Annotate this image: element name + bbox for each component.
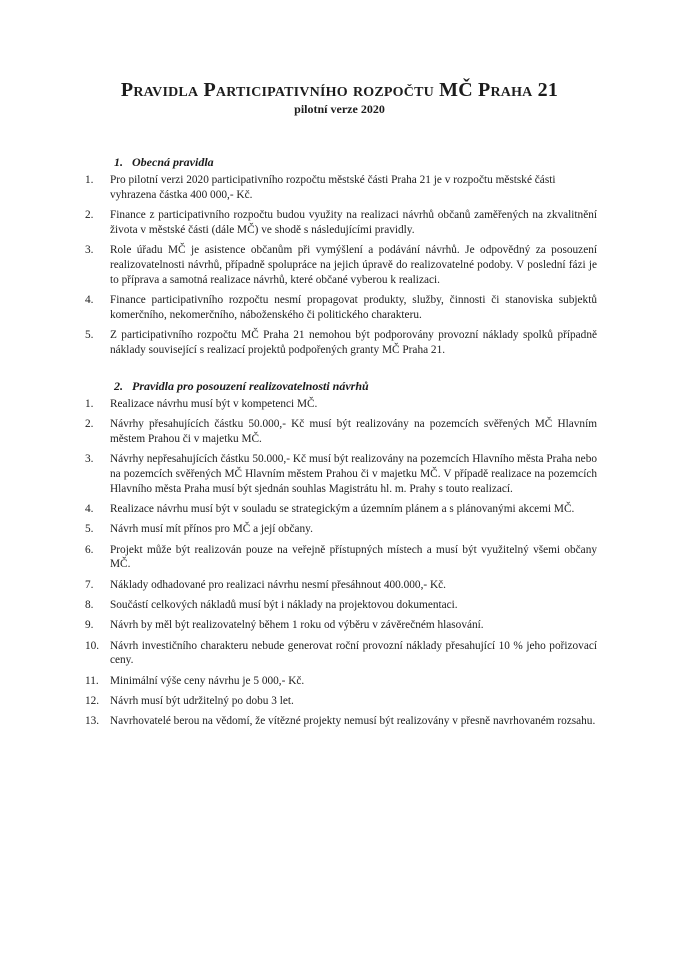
list-item — [85, 598, 597, 613]
list-item — [85, 208, 597, 238]
section-title: Obecná pravidla — [132, 155, 214, 169]
item-text: Navrhovatelé berou na vědomí, že vítězné projekty nemusí být realizovány v přesně navrhovaném rozsahu. — [110, 715, 596, 728]
item-text: Z participativního rozpočtu MČ Praha 21 nemohou být podporovány provozní náklady spolků případně náklady související s realizací projektů podpořených granty MČ Praha 21. — [110, 329, 597, 356]
list-item — [85, 397, 597, 412]
list-item — [85, 522, 597, 537]
item-text: Návrhy nepřesahujících částku 50.000,- Kč musí být realizovány na pozemcích Hlavního města Praha nebo na pozemcích svěřených MČ Hlavním městem Prahou či v majetku MČ. V případě realizace na pozemcích Hlavního města Praha musí být sjednán souhlas Magistrátu hl. m. Prahy s touto realizací. — [110, 453, 597, 495]
item-number: 4. — [85, 503, 94, 516]
item-number: 3. — [85, 244, 94, 257]
section-number: 1. — [114, 155, 123, 169]
list-item — [85, 714, 597, 729]
list-item — [85, 578, 597, 593]
item-text: Finance participativního rozpočtu nesmí propagovat produkty, služby, činnosti či stanoviska subjektů komerčního, nekomerčního, náboženského či politického charakteru. — [110, 294, 597, 321]
list-item — [85, 639, 597, 669]
item-text: Role úřadu MČ je asistence občanům při vymýšlení a podávání návrhů. Je odpovědný za posouzení realizovatelnosti návrhů, případně spolupráce na jejich úpravě do realizovatelné podoby. V poslední fázi je to příprava a samotná realizace návrhů, které občané vyberou k realizaci. — [110, 244, 597, 286]
item-number: 8. — [85, 599, 94, 612]
list-item — [85, 694, 597, 709]
item-number: 3. — [85, 453, 94, 466]
section-feasibility-rules — [85, 379, 597, 729]
document-header — [0, 0, 679, 116]
item-text: Minimální výše ceny návrhu je 5 000,- Kč. — [110, 674, 305, 687]
page-subtitle: pilotní verze 2020 — [294, 102, 385, 116]
list-item — [85, 452, 597, 496]
item-number: 13. — [85, 715, 100, 728]
item-text: Návrhy přesahujících částku 50.000,- Kč musí být realizovány na pozemcích svěřených MČ Hlavním městem Prahou či v majetku MČ. — [110, 418, 597, 445]
section-general-rules — [85, 155, 597, 358]
list-item — [85, 543, 597, 573]
page-title: Pravidla Participativního rozpočtu MČ Praha 21 — [120, 79, 559, 101]
item-number: 10. — [85, 639, 100, 652]
item-number: 7. — [85, 578, 94, 591]
item-number: 11. — [85, 674, 99, 687]
item-number: 5. — [85, 523, 94, 536]
item-number: 2. — [85, 209, 94, 222]
item-text: Realizace návrhu musí být v souladu se strategickým a územním plánem a s plánovanými akcemi MČ. — [110, 503, 575, 516]
item-text: Součástí celkových nákladů musí být i náklady na projektovou dokumentaci. — [110, 599, 458, 612]
item-number: 2. — [85, 418, 94, 431]
item-number: 4. — [85, 294, 94, 307]
item-number: 6. — [85, 543, 94, 556]
item-text: Finance z participativního rozpočtu budou využity na realizaci návrhů občanů zaměřených na zkvalitnění života v městské části (dále MČ) ve shodě s následujícími pravidly. — [110, 209, 597, 236]
item-text: Projekt může být realizován pouze na veřejně přístupných místech a musí být využitelný všemi občany MČ. — [110, 543, 597, 571]
list-item — [85, 173, 597, 203]
section-number: 2. — [114, 378, 123, 393]
list-item — [85, 293, 597, 323]
item-text: Realizace návrhu musí být v kompetenci MČ. — [110, 397, 318, 410]
list-item — [85, 417, 597, 447]
section-heading — [114, 379, 597, 394]
section-title: Pravidla pro posouzení realizovatelnosti návrhů — [132, 378, 369, 393]
list-item — [85, 618, 597, 633]
list-item — [85, 674, 597, 689]
item-text: Náklady odhadované pro realizaci návrhu nesmí přesáhnout 400.000,- Kč. — [110, 578, 446, 591]
item-number: 9. — [85, 619, 94, 632]
item-number: 12. — [85, 695, 100, 708]
item-text: Návrh musí být udržitelný po dobu 3 let. — [110, 695, 294, 708]
document-body — [85, 155, 597, 729]
item-number: 1. — [85, 174, 94, 186]
item-number: 1. — [85, 397, 94, 410]
list-item — [85, 243, 597, 287]
item-text: Návrh by měl být realizovatelný během 1 roku od výběru v závěrečném hlasování. — [110, 619, 484, 632]
item-text: Návrh musí mít přínos pro MČ a její občany. — [110, 523, 313, 536]
section-heading — [114, 155, 597, 170]
item-text: Návrh investičního charakteru nebude generovat roční provozní náklady přesahující 10 % jeho pořizovací ceny. — [110, 639, 597, 667]
item-number: 5. — [85, 329, 94, 342]
item-text: Pro pilotní verzi 2020 participativního rozpočtu městské části Praha 21 je v rozpočtu městské části vyhrazena částka 400 000,- Kč. — [110, 174, 556, 201]
list-item — [85, 328, 597, 358]
list-item — [85, 502, 597, 517]
